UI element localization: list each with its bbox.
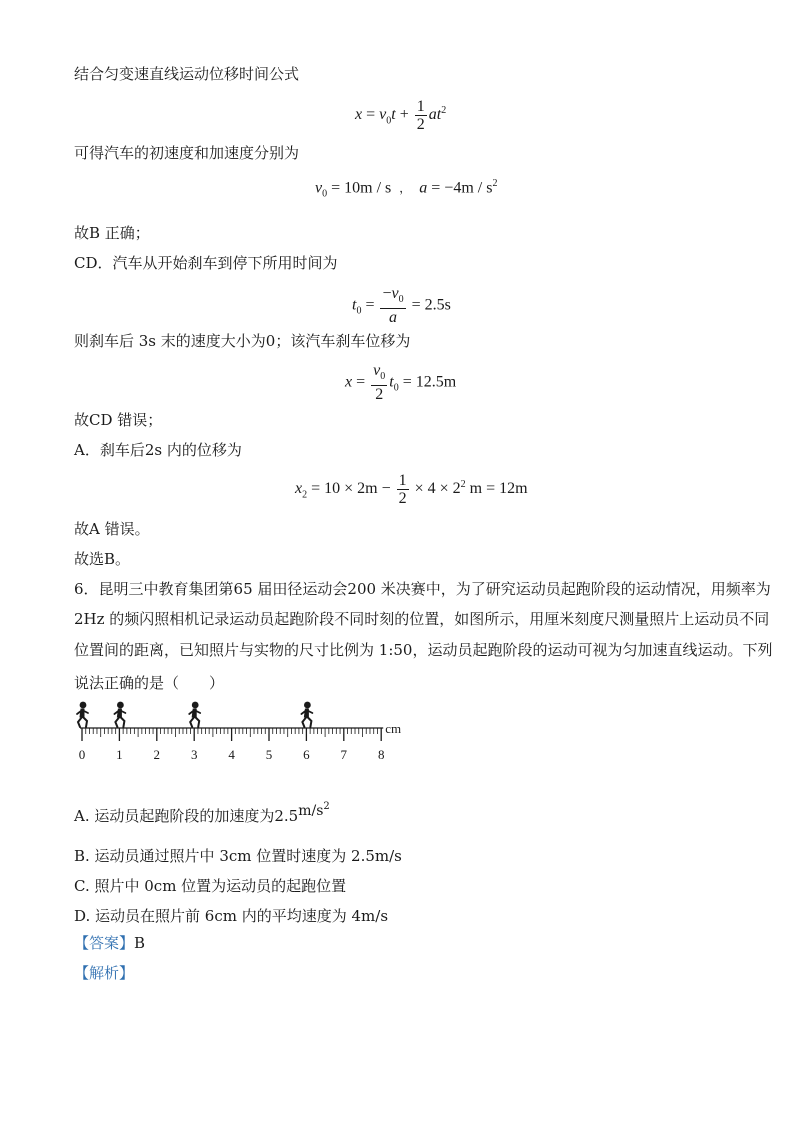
answer-value: B xyxy=(134,934,146,952)
ruler-figure xyxy=(72,700,412,776)
paragraph-select-b: 故选B。 xyxy=(74,550,131,568)
ruler-svg xyxy=(72,700,412,772)
runner-icon xyxy=(189,702,200,727)
question-line-4: 说法正确的是（ ） xyxy=(74,674,225,692)
answer-tag: 【答案】 xyxy=(74,934,135,952)
paragraph-b-correct: 故B 正确； xyxy=(74,224,150,242)
option-d[interactable]: D. 运动员在照片前 6cm 内的平均速度为 4m/s xyxy=(74,907,389,925)
ruler-label: 3 xyxy=(190,747,198,762)
paragraph-formula-intro: 结合匀变速直线运动位移时间公式 xyxy=(74,65,300,83)
ruler-label: 0 xyxy=(78,747,86,762)
ruler-label: 8 xyxy=(377,747,385,762)
formula-displacement: $x = v_0t$ + $\frac{1}{2}$ $at^2$ xyxy=(355,98,447,133)
question-line-1: 6．昆明三中教育集团第65 届田径运动会200 米决赛中，为了研究运动员起跑阶段的运动情况，用频率为 xyxy=(74,580,771,598)
analysis-tag: 【解析】 xyxy=(74,964,135,982)
paragraph-initial-values: 可得汽车的初速度和加速度分别为 xyxy=(74,144,300,162)
analysis-line xyxy=(74,963,134,983)
answer-line xyxy=(74,933,145,953)
formula-2s-displacement: $x_2 = 10 \times 2m$ − $\frac{1}{2}$ × $4 \times 2^2$ m = 12m xyxy=(295,472,528,507)
ruler-label: 1 xyxy=(116,747,123,762)
runner-icon xyxy=(114,702,125,727)
option-a[interactable]: A. 运动员起跑阶段的加速度为$2.5m/s^2$ xyxy=(74,801,330,825)
formula-brake-displacement: x = $\frac{v_0}{2}$ $t_0 = 12.5m$ xyxy=(345,362,457,404)
ruler-label: 4 xyxy=(228,747,235,762)
paragraph-stop-time: CD．汽车从开始刹车到停下所用时间为 xyxy=(74,254,338,272)
runner-icon xyxy=(301,702,312,727)
ruler-label: 2 xyxy=(153,747,161,762)
formula-stop-time: $t_0$ = $\frac{-v_0}{a}$ = 2.5s xyxy=(352,285,451,327)
question-line-2: 2Hz 的频闪照相机记录运动员起跑阶段不同时刻的位置，如图所示，用厘米刻度尺测量照片上运动员不同 xyxy=(74,610,770,628)
option-b[interactable]: B. 运动员通过照片中 3cm 位置时速度为 2.5m/s xyxy=(74,847,402,865)
ruler-label: 7 xyxy=(340,747,348,762)
paragraph-cd-wrong: 故CD 错误； xyxy=(74,411,163,429)
paragraph-brake-displacement: 则刹车后 3s 末的速度大小为0；该汽车刹车位移为 xyxy=(74,332,411,350)
runner-icon xyxy=(77,702,88,727)
paragraph-a-wrong: 故A 错误。 xyxy=(74,520,150,538)
question-line-3: 位置间的距离，已知照片与实物的尺寸比例为 1:50，运动员起跑阶段的运动可视为匀加速直线运动。下列 xyxy=(74,641,773,659)
option-c[interactable]: C. 照片中 0cm 位置为运动员的起跑位置 xyxy=(74,877,347,895)
paragraph-2s-displacement: A．刹车后2s 内的位移为 xyxy=(74,441,242,459)
ruler-label: 6 xyxy=(303,747,310,762)
ruler-label: 5 xyxy=(265,747,273,762)
ruler-unit-label: cm xyxy=(385,721,402,736)
formula-v0-a: $v_0 = 10m / s$ ， $a = -4m / s^2$ xyxy=(315,178,498,200)
